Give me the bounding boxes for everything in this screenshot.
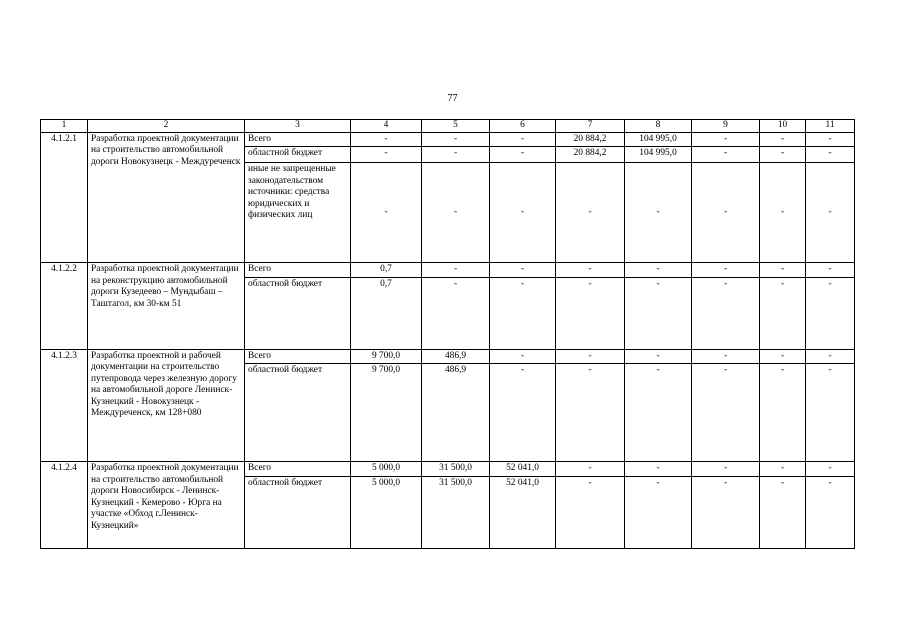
table-row (41, 349, 855, 364)
value-cell: 104 995,0 (625, 147, 692, 163)
value-cell: - (806, 476, 855, 548)
header-row (41, 120, 855, 133)
table-row (41, 132, 855, 147)
value-cell: - (692, 476, 760, 548)
value-cell: - (692, 462, 760, 477)
header-cell: 3 (245, 120, 351, 133)
page-number: 77 (447, 93, 458, 104)
item-number: 4.1.2.3 (41, 349, 88, 462)
header-cell: 8 (625, 120, 692, 133)
value-cell: - (806, 132, 855, 147)
funding-source: Всего (245, 462, 351, 477)
value-cell: 31 500,0 (422, 462, 490, 477)
value-cell: - (556, 277, 625, 349)
value-cell: - (625, 364, 692, 462)
value-cell: - (422, 263, 490, 278)
value-cell: 20 884,2 (556, 132, 625, 147)
header-cell: 7 (556, 120, 625, 133)
value-cell: 5 000,0 (351, 476, 422, 548)
value-cell: 20 884,2 (556, 147, 625, 163)
value-cell: - (760, 263, 806, 278)
item-name: Разработка проектной документации на реконструкцию автомобильной дороги Кузедеево – Мундыбаш – Таштагол, км 30-км 51 (88, 263, 245, 350)
funding-source: Всего (245, 263, 351, 278)
funding-source: областной бюджет (245, 364, 351, 462)
header-cell: 10 (760, 120, 806, 133)
value-cell: - (806, 364, 855, 462)
value-cell: - (806, 349, 855, 364)
value-cell: - (625, 263, 692, 278)
value-cell: 52 041,0 (490, 476, 556, 548)
value-cell: - (490, 163, 556, 263)
value-cell: - (806, 277, 855, 349)
value-cell: - (760, 132, 806, 147)
value-cell: - (806, 263, 855, 278)
value-cell: 5 000,0 (351, 462, 422, 477)
value-cell: - (760, 163, 806, 263)
value-cell: - (351, 132, 422, 147)
header-cell: 11 (806, 120, 855, 133)
value-cell: - (806, 163, 855, 263)
value-cell: - (760, 476, 806, 548)
value-cell: - (422, 132, 490, 147)
funding-source: областной бюджет (245, 277, 351, 349)
value-cell: - (625, 349, 692, 364)
value-cell: - (760, 462, 806, 477)
value-cell: - (625, 462, 692, 477)
value-cell: - (556, 163, 625, 263)
table-row (41, 462, 855, 477)
value-cell: - (760, 277, 806, 349)
value-cell: 486,9 (422, 349, 490, 364)
value-cell: - (351, 147, 422, 163)
funding-source: Всего (245, 132, 351, 147)
value-cell: - (692, 263, 760, 278)
funding-source: областной бюджет (245, 147, 351, 163)
value-cell: 52 041,0 (490, 462, 556, 477)
item-number: 4.1.2.2 (41, 263, 88, 350)
funding-source: областной бюджет (245, 476, 351, 548)
value-cell: - (490, 364, 556, 462)
value-cell: - (692, 132, 760, 147)
table-row (41, 263, 855, 278)
value-cell: - (422, 163, 490, 263)
value-cell: - (806, 462, 855, 477)
value-cell: - (422, 147, 490, 163)
value-cell: 104 995,0 (625, 132, 692, 147)
funding-source: Всего (245, 349, 351, 364)
item-name: Разработка проектной документации на строительство автомобильной дороги Новосибирск - Ленинск-Кузнецкий - Кемерово - Юрга на участке «Обход г.Ленинск-Кузнецкий» (88, 462, 245, 549)
value-cell: - (692, 277, 760, 349)
header-cell: 4 (351, 120, 422, 133)
value-cell: - (556, 263, 625, 278)
value-cell: - (422, 277, 490, 349)
value-cell: - (760, 349, 806, 364)
value-cell: - (760, 147, 806, 163)
value-cell: 9 700,0 (351, 364, 422, 462)
header-cell: 2 (88, 120, 245, 133)
value-cell: - (351, 163, 422, 263)
value-cell: - (490, 277, 556, 349)
value-cell: - (556, 349, 625, 364)
header-cell: 5 (422, 120, 490, 133)
item-name: Разработка проектной и рабочей документации на строительство путепровода через железную дорогу на автомобильной дороге Ленинск-Кузнецкий - Новокузнецк - Междуреченск, км 128+080 (88, 349, 245, 462)
header-cell: 9 (692, 120, 760, 133)
value-cell: 0,7 (351, 277, 422, 349)
value-cell: - (692, 147, 760, 163)
value-cell: - (625, 476, 692, 548)
value-cell: - (490, 263, 556, 278)
value-cell: - (760, 364, 806, 462)
value-cell: 486,9 (422, 364, 490, 462)
value-cell: - (490, 147, 556, 163)
item-name: Разработка проектной документации на строительство автомобильной дороги Новокузнецк - Междуреченск (88, 132, 245, 263)
item-number: 4.1.2.1 (41, 132, 88, 263)
value-cell: - (692, 163, 760, 263)
value-cell: - (625, 277, 692, 349)
value-cell: - (556, 462, 625, 477)
value-cell: - (556, 364, 625, 462)
value-cell: - (490, 132, 556, 147)
item-number: 4.1.2.4 (41, 462, 88, 549)
value-cell: - (692, 364, 760, 462)
value-cell: - (625, 163, 692, 263)
budget-table (40, 119, 855, 549)
value-cell: 31 500,0 (422, 476, 490, 548)
header-cell: 1 (41, 120, 88, 133)
header-cell: 6 (490, 120, 556, 133)
value-cell: - (806, 147, 855, 163)
funding-source: иные не запрещенные законодательством источники: средства юридических и физических лиц (245, 163, 351, 263)
value-cell: - (556, 476, 625, 548)
value-cell: - (692, 349, 760, 364)
value-cell: - (490, 349, 556, 364)
value-cell: 0,7 (351, 263, 422, 278)
value-cell: 9 700,0 (351, 349, 422, 364)
